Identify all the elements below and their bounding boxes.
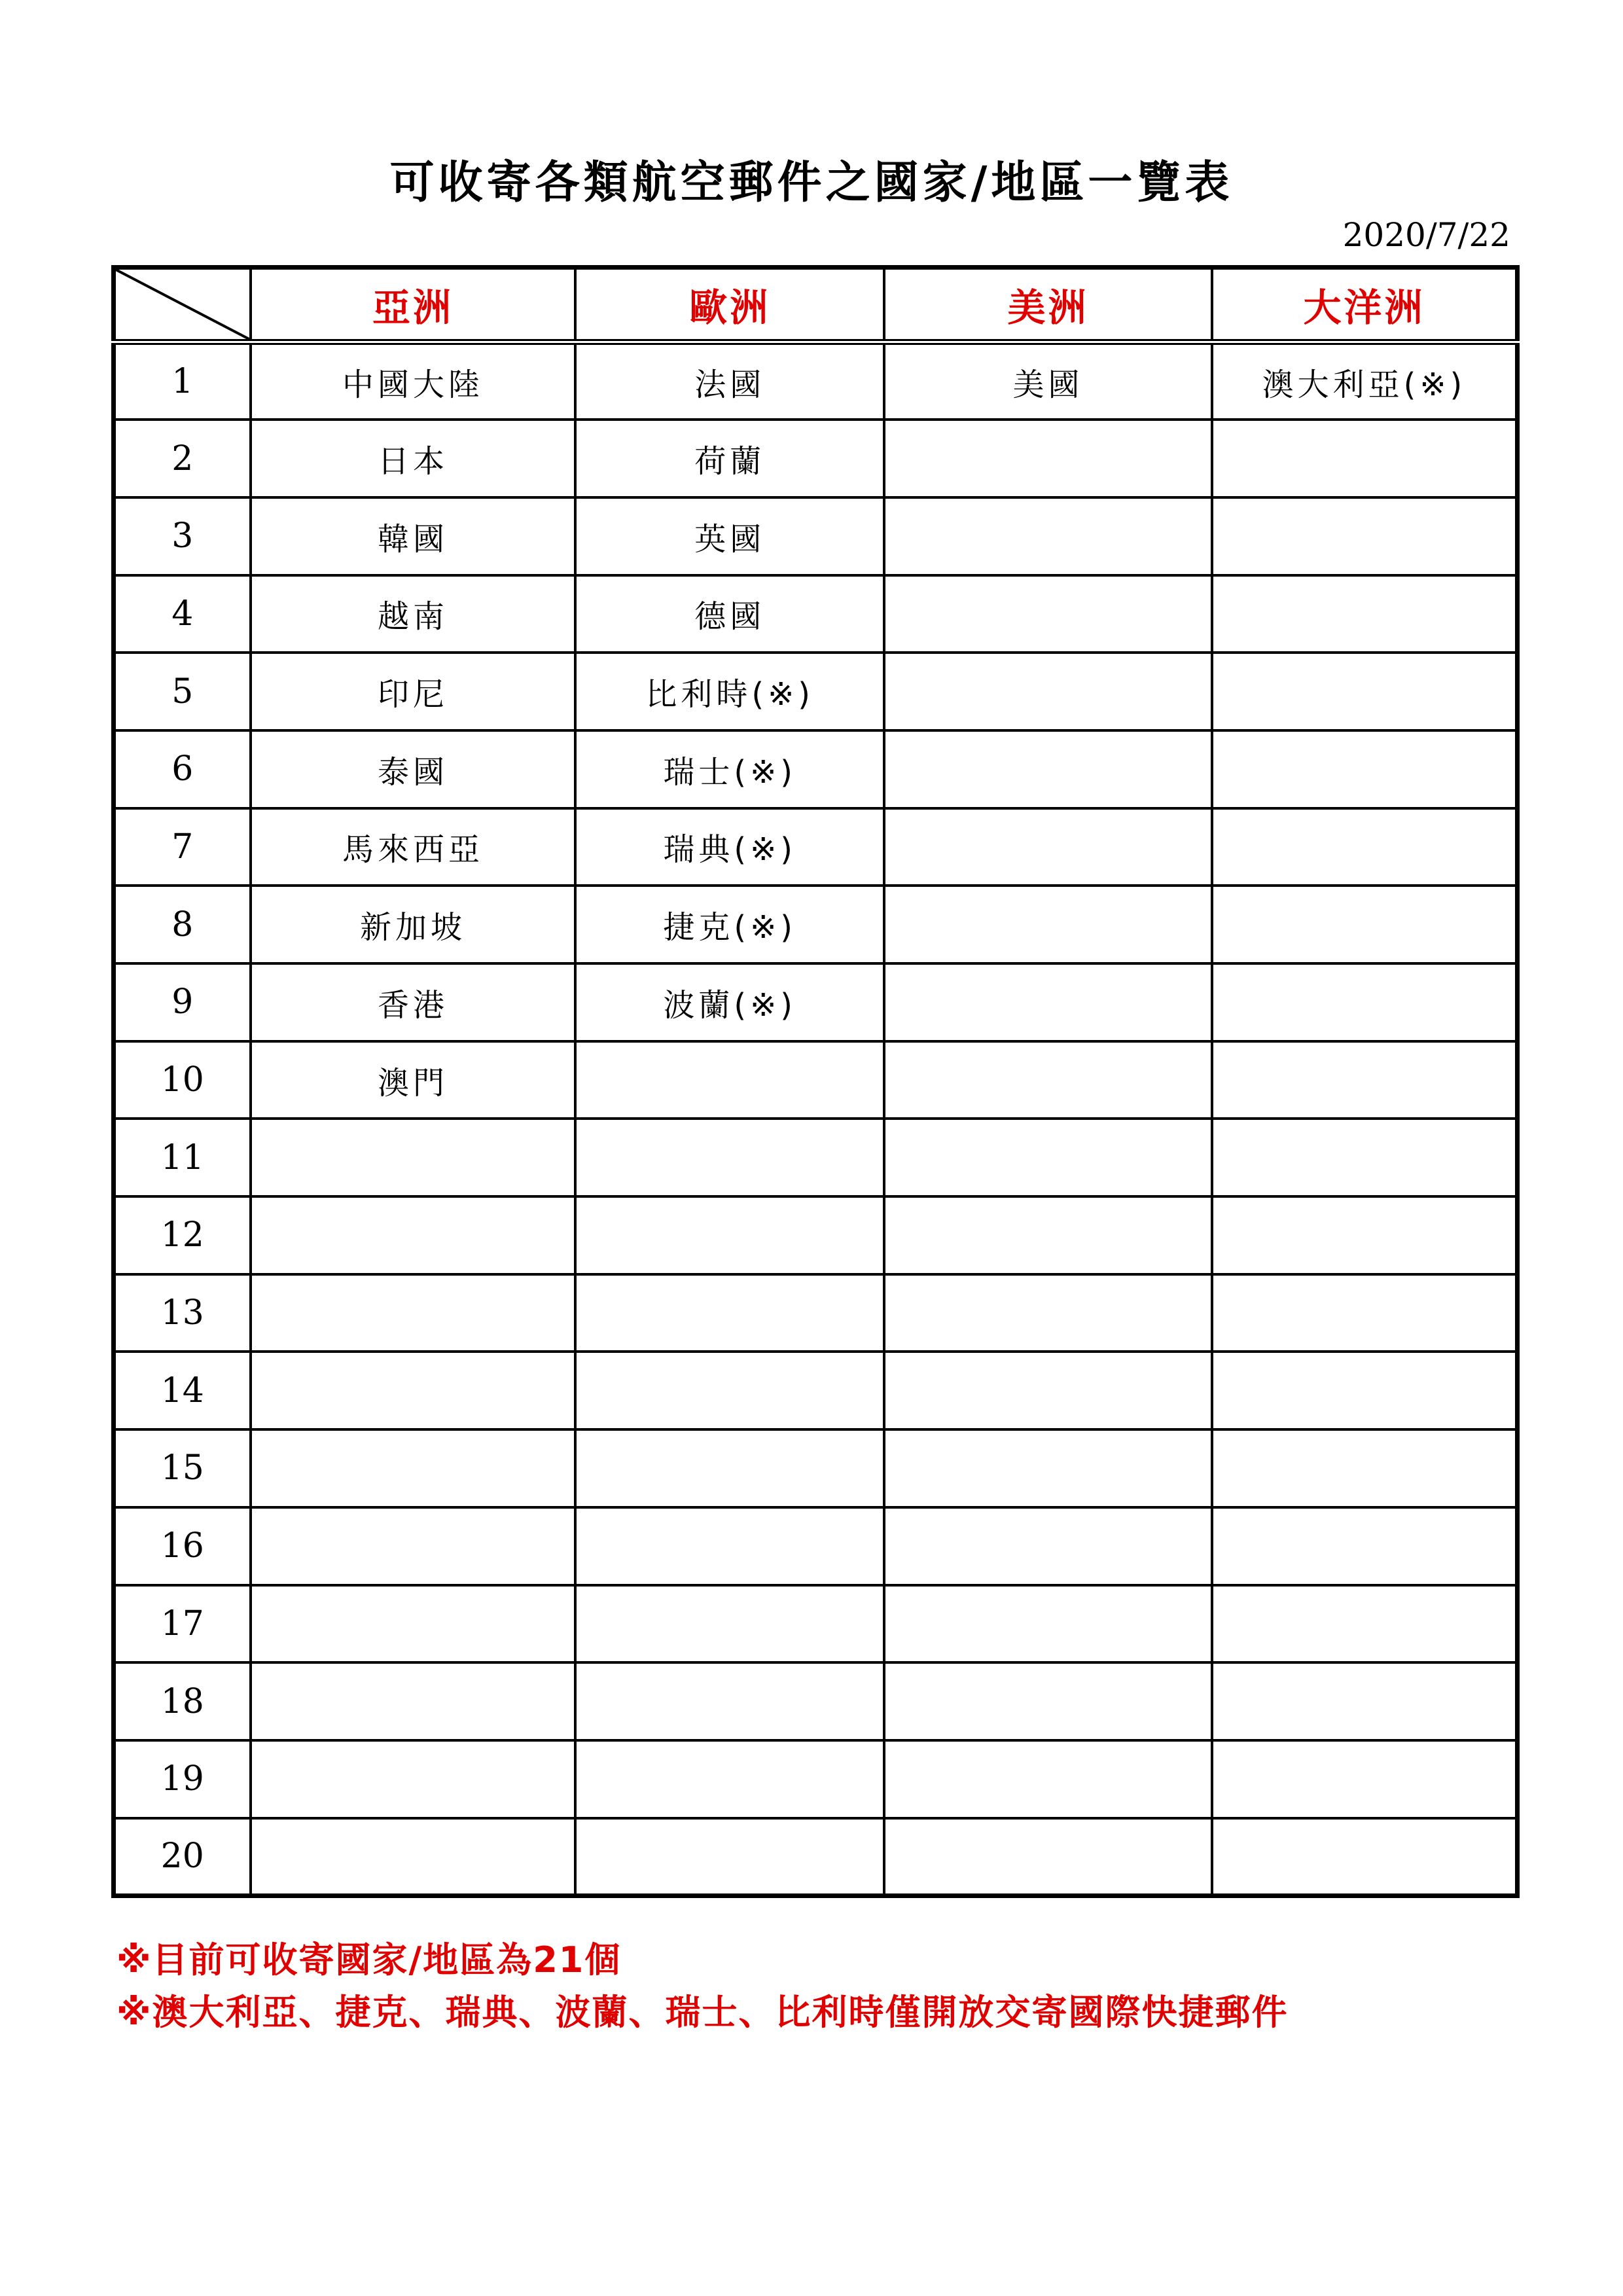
cell-asia xyxy=(251,1352,576,1429)
row-number: 5 xyxy=(114,653,251,730)
footnote: ※澳大利亞、捷克、瑞典、波蘭、瑞士、比利時僅開放交寄國際快捷郵件 xyxy=(116,1992,1289,2033)
cell-america xyxy=(884,808,1212,886)
country-table xyxy=(111,265,1520,1898)
table-row xyxy=(114,1352,1518,1429)
table-row xyxy=(114,1041,1518,1119)
cell-america xyxy=(884,1585,1212,1663)
cell-oceania xyxy=(1212,1119,1518,1196)
table-row xyxy=(114,342,1518,420)
cell-oceania xyxy=(1212,730,1518,808)
cell-oceania xyxy=(1212,1041,1518,1119)
cell-asia: 中國大陸 xyxy=(251,342,576,420)
cell-america xyxy=(884,1507,1212,1585)
cell-oceania xyxy=(1212,1274,1518,1352)
cell-europe: 德國 xyxy=(575,575,884,653)
diagonal-line xyxy=(116,270,249,339)
cell-america xyxy=(884,1119,1212,1196)
cell-oceania xyxy=(1212,497,1518,575)
corner-cell xyxy=(114,268,251,342)
cell-america xyxy=(884,1196,1212,1274)
cell-asia: 澳門 xyxy=(251,1041,576,1119)
cell-asia: 印尼 xyxy=(251,653,576,730)
table-body xyxy=(114,342,1518,1896)
row-number: 11 xyxy=(114,1119,251,1196)
row-number: 1 xyxy=(114,342,251,420)
cell-asia: 新加坡 xyxy=(251,886,576,963)
cell-america xyxy=(884,653,1212,730)
row-number: 16 xyxy=(114,1507,251,1585)
cell-asia xyxy=(251,1740,576,1818)
cell-oceania xyxy=(1212,1740,1518,1818)
cell-oceania xyxy=(1212,808,1518,886)
cell-asia: 泰國 xyxy=(251,730,576,808)
row-number: 14 xyxy=(114,1352,251,1429)
cell-asia xyxy=(251,1507,576,1585)
cell-oceania xyxy=(1212,963,1518,1041)
cell-asia xyxy=(251,1196,576,1274)
table-row xyxy=(114,653,1518,730)
cell-oceania xyxy=(1212,886,1518,963)
cell-asia xyxy=(251,1662,576,1740)
table-row xyxy=(114,1740,1518,1818)
table-row xyxy=(114,497,1518,575)
table-row xyxy=(114,1585,1518,1663)
cell-europe xyxy=(575,1274,884,1352)
cell-america xyxy=(884,1740,1212,1818)
cell-europe xyxy=(575,1740,884,1818)
row-number: 13 xyxy=(114,1274,251,1352)
header-america: 美洲 xyxy=(884,268,1212,342)
page-title: 可收寄各類航空郵件之國家/地區一覽表 xyxy=(389,157,1234,209)
row-number: 2 xyxy=(114,420,251,497)
cell-asia: 越南 xyxy=(251,575,576,653)
cell-europe xyxy=(575,1352,884,1429)
cell-europe: 比利時(※) xyxy=(575,653,884,730)
cell-europe: 法國 xyxy=(575,342,884,420)
cell-oceania xyxy=(1212,1196,1518,1274)
cell-oceania xyxy=(1212,1429,1518,1507)
cell-america xyxy=(884,1818,1212,1896)
table-row xyxy=(114,1196,1518,1274)
row-number: 10 xyxy=(114,1041,251,1119)
cell-asia: 日本 xyxy=(251,420,576,497)
cell-oceania xyxy=(1212,1818,1518,1896)
footnote: ※目前可收寄國家/地區為21個 xyxy=(116,1939,622,1981)
cell-asia xyxy=(251,1818,576,1896)
table-row xyxy=(114,886,1518,963)
table-row xyxy=(114,1662,1518,1740)
cell-america xyxy=(884,1429,1212,1507)
cell-america xyxy=(884,730,1212,808)
cell-europe xyxy=(575,1585,884,1663)
cell-oceania xyxy=(1212,1585,1518,1663)
cell-america xyxy=(884,1041,1212,1119)
cell-america xyxy=(884,1352,1212,1429)
cell-europe: 波蘭(※) xyxy=(575,963,884,1041)
row-number: 17 xyxy=(114,1585,251,1663)
cell-europe: 瑞典(※) xyxy=(575,808,884,886)
row-number: 19 xyxy=(114,1740,251,1818)
table-row xyxy=(114,730,1518,808)
cell-europe xyxy=(575,1662,884,1740)
cell-asia: 馬來西亞 xyxy=(251,808,576,886)
row-number: 6 xyxy=(114,730,251,808)
row-number: 20 xyxy=(114,1818,251,1896)
cell-europe xyxy=(575,1196,884,1274)
table-row xyxy=(114,1274,1518,1352)
table-row xyxy=(114,1507,1518,1585)
cell-europe: 荷蘭 xyxy=(575,420,884,497)
cell-oceania xyxy=(1212,1352,1518,1429)
cell-europe xyxy=(575,1429,884,1507)
header-europe: 歐洲 xyxy=(575,268,884,342)
cell-asia: 韓國 xyxy=(251,497,576,575)
cell-america xyxy=(884,886,1212,963)
table-row xyxy=(114,963,1518,1041)
header-asia: 亞洲 xyxy=(251,268,576,342)
row-number: 4 xyxy=(114,575,251,653)
table-row xyxy=(114,1429,1518,1507)
cell-europe xyxy=(575,1818,884,1896)
cell-europe xyxy=(575,1119,884,1196)
document-date: 2020/7/22 xyxy=(1342,216,1510,254)
table-row xyxy=(114,1818,1518,1896)
header-row xyxy=(114,268,1518,342)
cell-oceania xyxy=(1212,653,1518,730)
cell-america xyxy=(884,420,1212,497)
cell-asia: 香港 xyxy=(251,963,576,1041)
cell-oceania xyxy=(1212,420,1518,497)
cell-america xyxy=(884,1662,1212,1740)
row-number: 7 xyxy=(114,808,251,886)
cell-europe xyxy=(575,1041,884,1119)
header-oceania: 大洋洲 xyxy=(1212,268,1518,342)
table-row xyxy=(114,420,1518,497)
cell-asia xyxy=(251,1274,576,1352)
row-number: 3 xyxy=(114,497,251,575)
cell-oceania xyxy=(1212,1662,1518,1740)
cell-oceania xyxy=(1212,1507,1518,1585)
table-row xyxy=(114,808,1518,886)
cell-europe: 捷克(※) xyxy=(575,886,884,963)
row-number: 15 xyxy=(114,1429,251,1507)
cell-europe: 英國 xyxy=(575,497,884,575)
cell-oceania xyxy=(1212,575,1518,653)
table-row xyxy=(114,1119,1518,1196)
cell-asia xyxy=(251,1119,576,1196)
row-number: 18 xyxy=(114,1662,251,1740)
cell-europe xyxy=(575,1507,884,1585)
cell-america xyxy=(884,497,1212,575)
row-number: 12 xyxy=(114,1196,251,1274)
cell-america xyxy=(884,1274,1212,1352)
cell-asia xyxy=(251,1585,576,1663)
cell-america xyxy=(884,963,1212,1041)
cell-america: 美國 xyxy=(884,342,1212,420)
cell-oceania: 澳大利亞(※) xyxy=(1212,342,1518,420)
row-number: 9 xyxy=(114,963,251,1041)
table-row xyxy=(114,575,1518,653)
cell-europe: 瑞士(※) xyxy=(575,730,884,808)
cell-america xyxy=(884,575,1212,653)
cell-asia xyxy=(251,1429,576,1507)
footnotes xyxy=(116,1934,1289,2039)
row-number: 8 xyxy=(114,886,251,963)
